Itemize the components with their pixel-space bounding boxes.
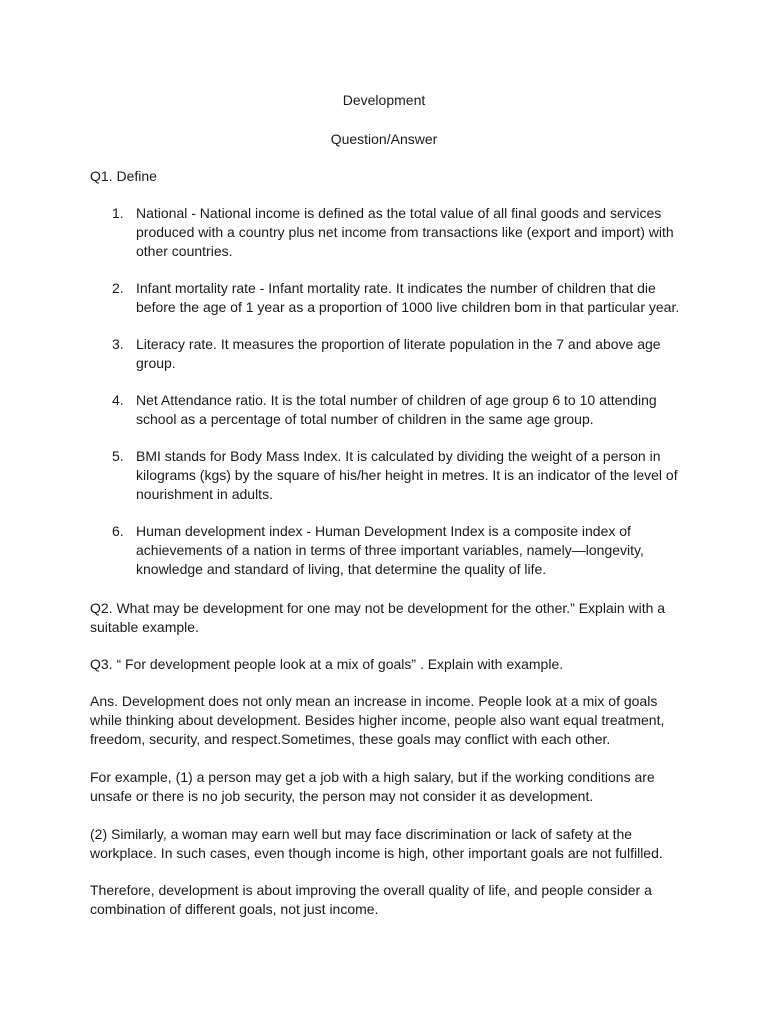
example-paragraph-1: For example, (1) a person may get a job with a high salary, but if the working conditions are unsafe or there is no job security, the person may not consider it as development. [90, 769, 655, 804]
document-title: Development [342, 92, 426, 108]
list-item-number: 4. [112, 392, 124, 408]
q2-question: Q2. What may be development for one may not be development for the other.” Explain with a suitable example. [90, 600, 666, 635]
list-item [90, 447, 680, 504]
list-item [90, 522, 680, 579]
example-paragraph-2: (2) Similarly, a woman may earn well but may face discrimination or lack of safety at the workplace. In such cases, even though income is high, other important goals are not fulfilled. [90, 826, 663, 861]
list-item [90, 204, 680, 261]
answer-paragraph: Ans. Development does not only mean an increase in income. People look at a mix of goals while thinking about development. Besides higher income, people also want equal treatment, freedom, security, and respect.Sometimes, these goals may conflict with each other. [90, 693, 665, 747]
list-item-text: Literacy rate. It measures the proportion of literate population in the 7 and above age group. [136, 336, 661, 371]
list-item-text: Human development index - Human Development Index is a composite index of achievements of a nation in terms of three important variables, namely—longevity, knowledge and standard of living, that determine the quality of life. [136, 523, 644, 577]
conclusion-paragraph: Therefore, development is about improving the overall quality of life, and people consider a combination of different goals, not just income. [90, 882, 652, 917]
list-item-number: 6. [112, 523, 124, 539]
list-item-text: Infant mortality rate - Infant mortality rate. It indicates the number of children that die before the age of 1 year as a proportion of 1000 live children bom in that particular year. [136, 280, 680, 315]
list-item-text: BMI stands for Body Mass Index. It is calculated by dividing the weight of a person in kilograms (kgs) by the square of his/her height in metres. It is an indicator of the level of nourishment in adults. [136, 448, 678, 502]
list-item-text: National - National income is defined as the total value of all final goods and services produced with a country plus net income from transactions like (export and import) with other countries. [136, 205, 674, 259]
list-item-number: 1. [112, 205, 124, 221]
list-item [90, 335, 680, 373]
document-subtitle: Question/Answer [330, 131, 438, 147]
definitions-list [90, 204, 680, 597]
q3-question: Q3. “ For development people look at a mix of goals” . Explain with example. [90, 656, 564, 672]
list-item-number: 3. [112, 336, 124, 352]
list-item [90, 391, 680, 429]
list-item-number: 5. [112, 448, 124, 464]
list-item-number: 2. [112, 280, 124, 296]
list-item [90, 279, 680, 317]
list-item-text: Net Attendance ratio. It is the total number of children of age group 6 to 10 attending school as a percentage of total number of children in the same age group. [136, 392, 657, 427]
q1-heading: Q1. Define [90, 168, 157, 184]
